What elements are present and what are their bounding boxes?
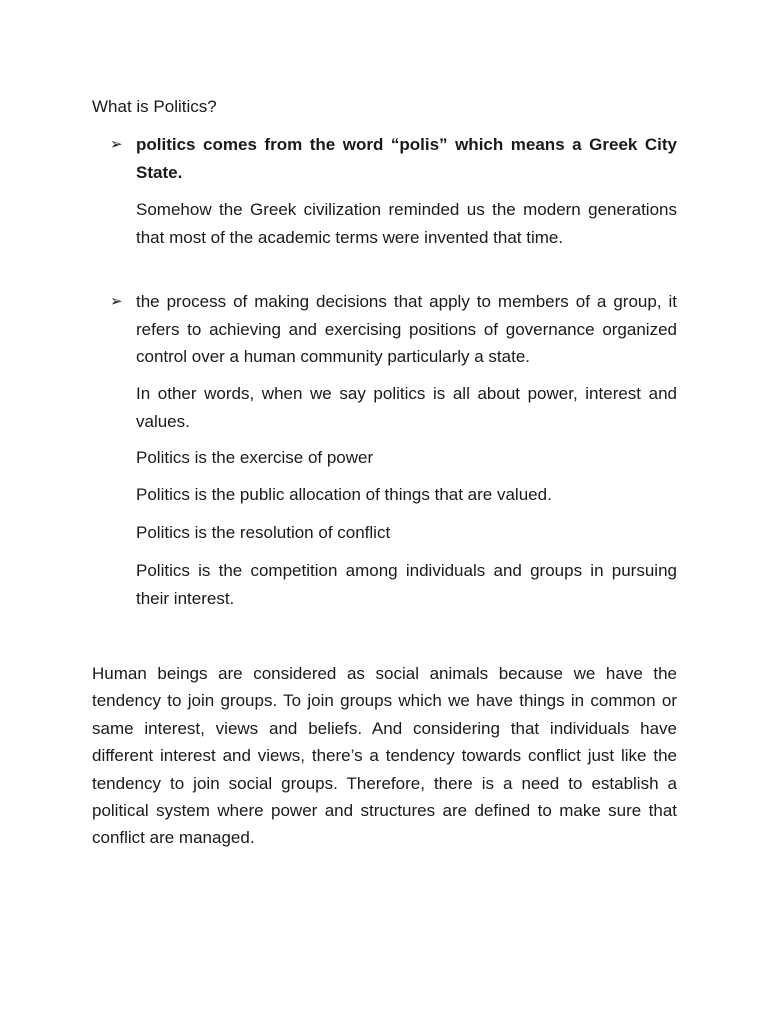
bullet-item-1	[110, 131, 677, 186]
bullet-1-note: Somehow the Greek civilization reminded us the modern generations that most of the academic terms were invented that time.	[136, 200, 677, 247]
arrow-bullet-icon: ➢	[110, 293, 123, 310]
bullet-2-paragraph: Politics is the exercise of power	[136, 448, 374, 467]
body-paragraph: Human beings are considered as social animals because we have the tendency to join groups. To join groups which we have things in common or same interest, views and beliefs. And considering that individuals have different interest and views, there’s a tendency towards conflict just like the tendency to join social groups. Therefore, there is a need to establish a political system where power and structures are defined to make sure that conflict are managed.	[92, 664, 677, 848]
bullet-2-paragraph: In other words, when we say politics is all about power, interest and values.	[136, 384, 677, 431]
bullet-item-2-text: the process of making decisions that apply to members of a group, it refers to achieving and exercising positions of governance organized control over a human community particularly a state.	[136, 292, 677, 366]
bullet-2-paragraph: Politics is the resolution of conflict	[136, 523, 391, 542]
page-title: What is Politics?	[92, 97, 217, 116]
bullet-2-paragraph: Politics is the competition among individuals and groups in pursuing their interest.	[136, 561, 677, 608]
arrow-bullet-icon: ➢	[110, 136, 123, 153]
bullet-item-1-text: politics comes from the word “polis” which means a Greek City State.	[136, 135, 677, 182]
bullet-item-2	[110, 288, 677, 371]
bullet-2-paragraph: Politics is the public allocation of things that are valued.	[136, 485, 552, 504]
